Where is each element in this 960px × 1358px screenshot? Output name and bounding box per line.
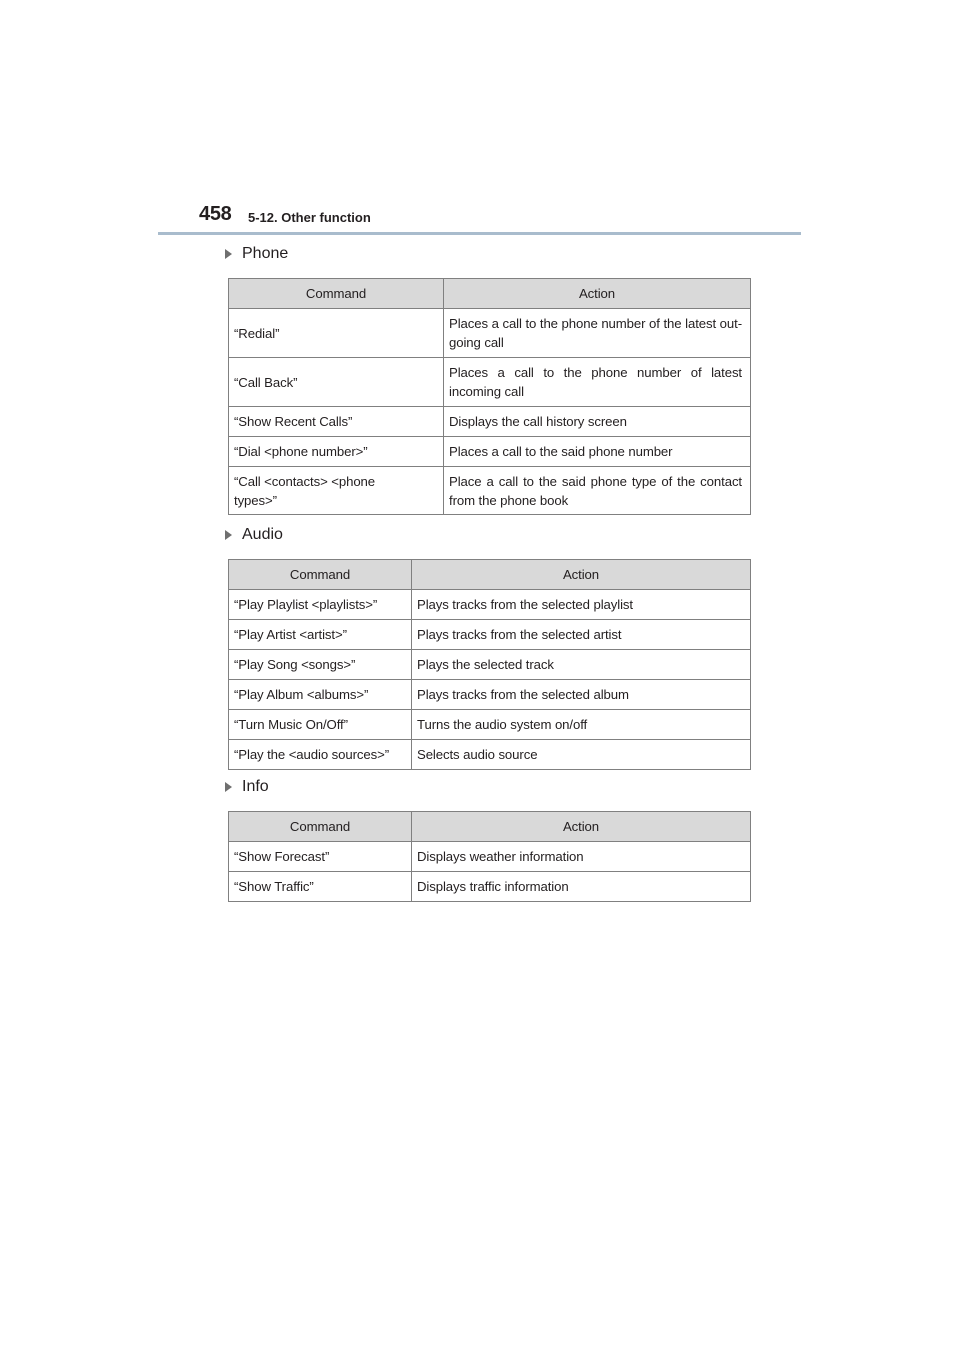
audio-command-table (228, 559, 751, 770)
page-header (0, 0, 960, 240)
table-row (229, 842, 751, 872)
table-row (229, 620, 751, 650)
section-heading (221, 776, 751, 798)
action-cell: Places a call to the phone number of the latest out-going call (444, 309, 751, 358)
command-cell: “Play Artist <artist>” (229, 620, 412, 650)
command-cell: “Turn Music On/Off” (229, 710, 412, 740)
action-cell: Plays tracks from the selected album (412, 680, 751, 710)
table-row (229, 710, 751, 740)
table-row (229, 358, 751, 407)
action-cell: Plays the selected track (412, 650, 751, 680)
command-cell: “Call <contacts> <phone types>” (229, 467, 444, 515)
header-rule (158, 232, 801, 235)
action-cell: Plays tracks from the selected artist (412, 620, 751, 650)
phone-section (221, 243, 751, 515)
action-cell: Place a call to the said phone type of the contact from the phone book (444, 467, 751, 515)
column-header-command: Command (229, 279, 444, 309)
table-header-row (229, 279, 751, 309)
column-header-action: Action (444, 279, 751, 309)
table-header-row (229, 560, 751, 590)
action-cell: Displays traffic information (412, 872, 751, 902)
section-heading-label: Info (242, 778, 269, 795)
command-cell: “Call Back” (229, 358, 444, 407)
column-header-command: Command (229, 560, 412, 590)
page-number: 458 (199, 203, 232, 225)
table-row (229, 407, 751, 437)
action-cell: Plays tracks from the selected playlist (412, 590, 751, 620)
info-section (221, 776, 751, 902)
action-cell: Selects audio source (412, 740, 751, 770)
table-row (229, 680, 751, 710)
action-cell: Turns the audio system on/off (412, 710, 751, 740)
audio-section (221, 524, 751, 770)
triangle-right-icon (225, 530, 232, 540)
section-title: 5-12. Other function (248, 210, 371, 225)
triangle-right-icon (225, 782, 232, 792)
command-cell: “Show Forecast” (229, 842, 412, 872)
section-heading-label: Phone (242, 245, 289, 262)
command-cell: “Play the <audio sources>” (229, 740, 412, 770)
table-row (229, 650, 751, 680)
column-header-command: Command (229, 812, 412, 842)
column-header-action: Action (412, 812, 751, 842)
triangle-right-icon (225, 249, 232, 259)
phone-command-table (228, 278, 751, 515)
command-cell: “Play Album <albums>” (229, 680, 412, 710)
command-cell: “Play Playlist <playlists>” (229, 590, 412, 620)
command-cell: “Dial <phone number>” (229, 437, 444, 467)
action-cell: Places a call to the phone number of latest incoming call (444, 358, 751, 407)
section-heading (221, 524, 751, 546)
section-heading-label: Audio (242, 526, 283, 543)
table-row (229, 590, 751, 620)
action-cell: Displays the call history screen (444, 407, 751, 437)
table-row (229, 740, 751, 770)
command-cell: “Show Traffic” (229, 872, 412, 902)
table-header-row (229, 812, 751, 842)
action-cell: Displays weather information (412, 842, 751, 872)
info-command-table (228, 811, 751, 902)
command-cell: “Show Recent Calls” (229, 407, 444, 437)
action-cell: Places a call to the said phone number (444, 437, 751, 467)
table-row (229, 872, 751, 902)
table-row (229, 437, 751, 467)
table-row (229, 467, 751, 515)
command-cell: “Play Song <songs>” (229, 650, 412, 680)
command-cell: “Redial” (229, 309, 444, 358)
section-heading (221, 243, 751, 265)
column-header-action: Action (412, 560, 751, 590)
table-row (229, 309, 751, 358)
